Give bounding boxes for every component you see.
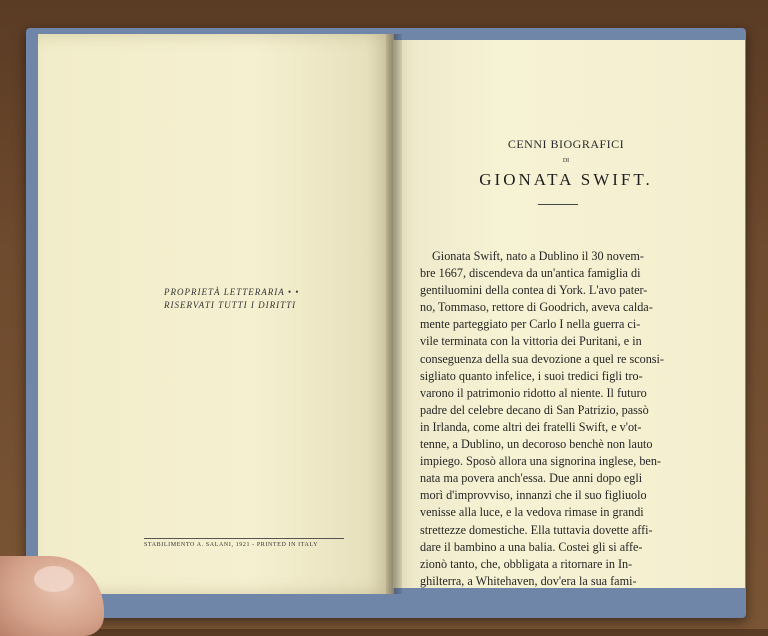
biography-text — [420, 248, 720, 590]
text-line: dare il bambino a una balia. Costei gli si affe- — [420, 539, 643, 554]
left-page — [38, 34, 394, 594]
title-rule — [538, 204, 578, 205]
text-line: morì d'improvviso, innanzi che il suo figliuolo — [420, 488, 647, 503]
text-line: varono il patrimonio ridotto al niente. Il futuro — [420, 385, 647, 400]
text-line: ghilterra, a Whitehaven, dov'era la sua fami- — [420, 573, 637, 588]
thumbnail-highlight — [34, 566, 74, 592]
text-line: tenne, a Dublino, un decoroso benchè non lauto — [420, 437, 653, 452]
text-line: nata ma povera anch'essa. Due anni dopo egli — [420, 471, 643, 486]
text-line: bre 1667, discendeva da un'antica famiglia di — [420, 266, 641, 281]
text-line: in Irlanda, come altri dei fratelli Swift, e v'ot- — [420, 419, 642, 434]
text-line: sigliato quanto infelice, i suoi tredici figli tro- — [420, 368, 643, 383]
chapter-preposition: DI — [562, 158, 570, 164]
copyright-notice — [164, 286, 364, 312]
text-line: impiego. Sposò allora una signorina inglese, ben- — [420, 454, 661, 469]
printer-imprint: STABILIMENTO A. SALANI, 1921 - PRINTED IN ITALY — [144, 542, 319, 548]
text-line: strettezze domestiche. Ella tuttavia dovette affi- — [420, 522, 653, 537]
text-line: gentiluomini della contea di York. L'avo pater- — [420, 283, 648, 298]
book-gutter — [386, 34, 402, 594]
text-line: Gionata Swift, nato a Dublino il 30 novem- — [432, 249, 644, 263]
text-line: mente parteggiato per Carlo I nella guerra ci- — [420, 317, 641, 332]
copyright-line: RISERVATI TUTTI I DIRITTI — [164, 300, 297, 310]
text-line: zionò tanto, che, obbligata a ritornare in In- — [420, 556, 633, 571]
text-line: venisse alla luce, e la vedova rimase in grandi — [420, 505, 644, 520]
author-name-heading: GIONATA SWIFT. — [479, 170, 653, 189]
chapter-title: CENNI BIOGRAFICI — [507, 137, 625, 151]
text-line: vile terminata con la vittoria dei Puritani, e in — [420, 334, 642, 349]
copyright-line: PROPRIETÀ LETTERARIA • • — [164, 287, 300, 297]
text-line: padre del celebre decano di San Patrizio, passò — [420, 402, 649, 417]
text-line: conseguenza della sua devozione a quel re sconsi- — [420, 351, 664, 366]
imprint-rule — [144, 538, 344, 539]
text-line: no, Tommaso, rettore di Goodrich, aveva calda- — [420, 300, 653, 315]
